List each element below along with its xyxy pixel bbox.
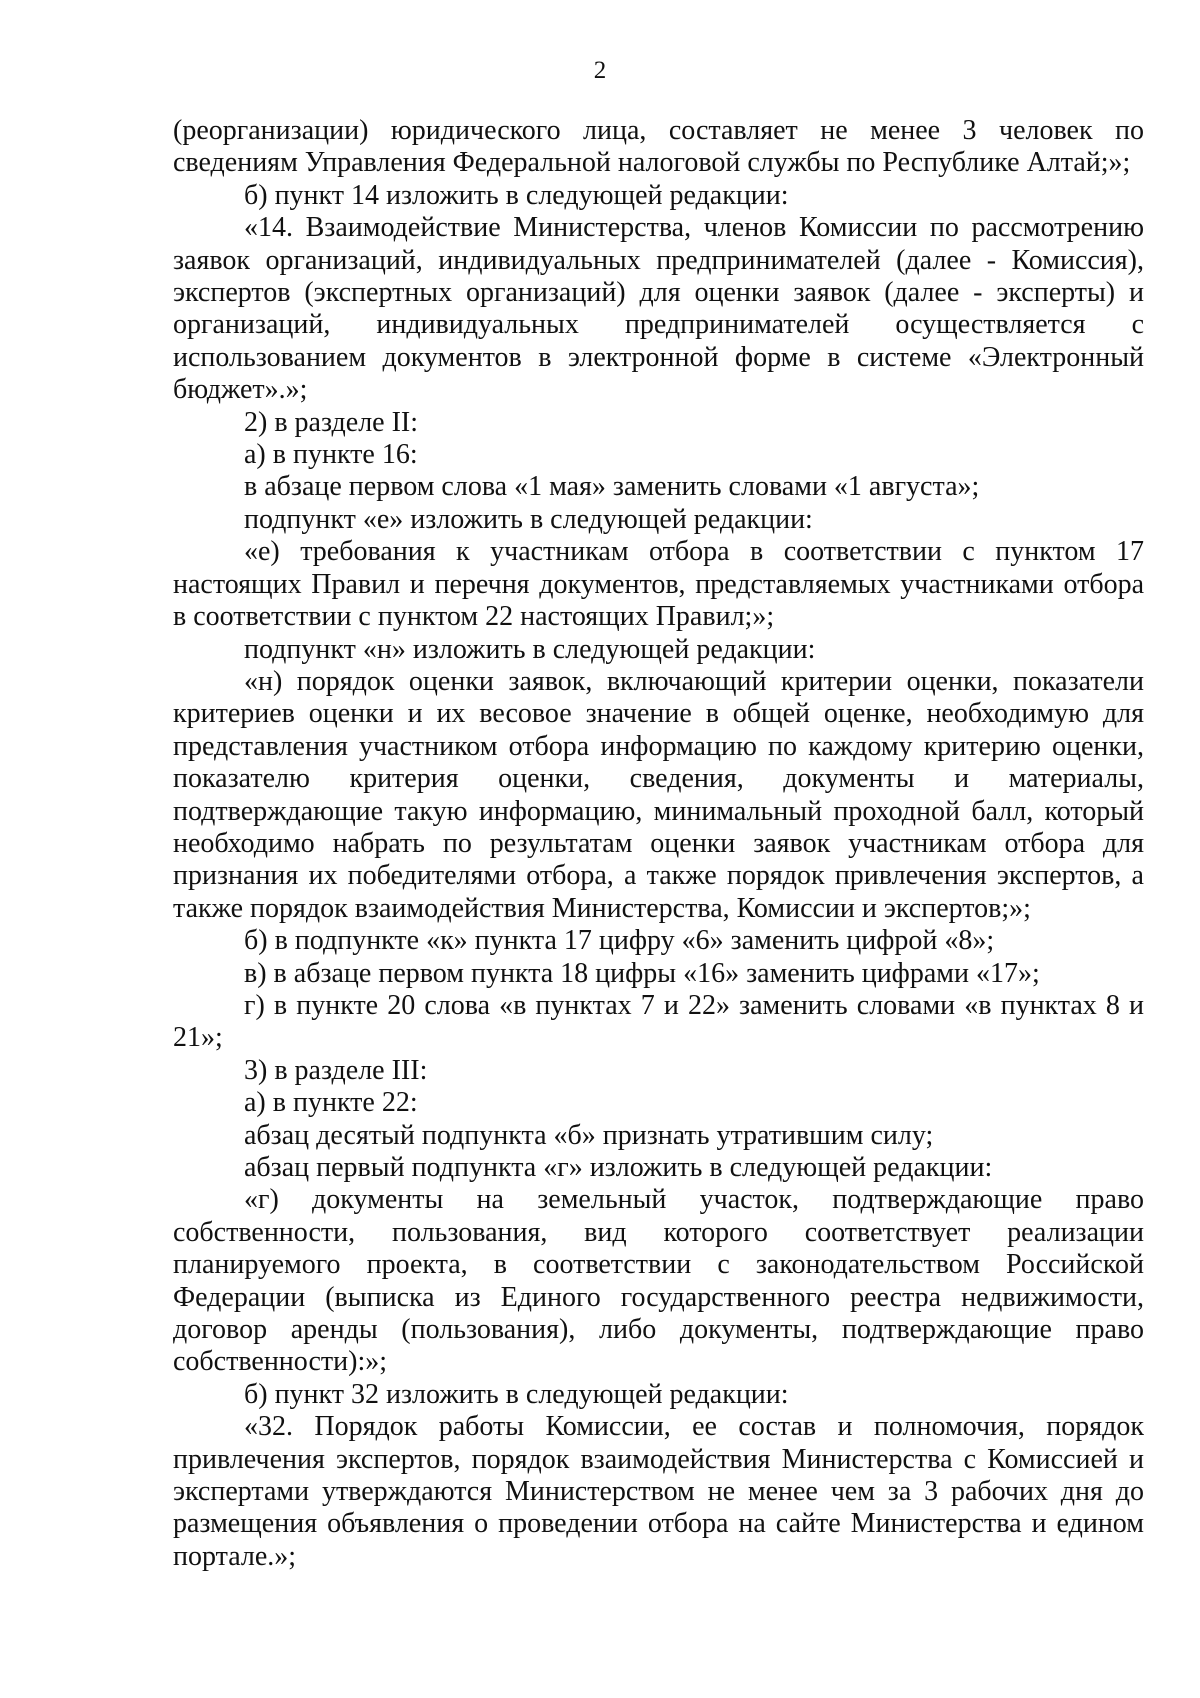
paragraph: «14. Взаимодействие Министерства, членов Комиссии по рассмотрению заявок организаций, индивидуальных предпринимателей (далее - Комиссия), экспертов (экспертных организаций) для оценки заявок (далее - эксперты) и организаций, индивидуальных предпринимателей осуществляется с использованием документов в электронной форме в системе «Электронный бюджет».»; (173, 212, 1144, 406)
paragraph: б) пункт 14 изложить в следующей редакции: (244, 179, 789, 211)
paragraph: б) пункт 32 изложить в следующей редакции: (244, 1378, 789, 1410)
paragraph: «г) документы на земельный участок, подтверждающие право собственности, пользования, вид которого соответствует реализации планируемого проекта, в соответствии с законодательством Российской Федерации (выписка из Единого государственного реестра недвижимости, договор аренды (пользования), либо документы, подтверждающие право собственности):»; (173, 1184, 1144, 1378)
paragraph: подпункт «н» изложить в следующей редакции: (244, 633, 816, 665)
paragraph: подпункт «е» изложить в следующей редакции: (244, 503, 813, 535)
section-heading: 3) в разделе III: (244, 1054, 428, 1086)
paragraph: б) в подпункте «к» пункта 17 цифру «6» заменить цифрой «8»; (244, 925, 995, 957)
paragraph: а) в пункте 22: (244, 1087, 418, 1119)
paragraph: абзац первый подпункта «г» изложить в следующей редакции: (244, 1152, 993, 1183)
paragraph: «32. Порядок работы Комиссии, ее состав и полномочия, порядок привлечения экспертов, порядок взаимодействия Министерства с Комиссией и экспертами утверждаются Министерством не менее чем за 3 рабочих дня до размещения объявления о проведении отбора на сайте Министерства и едином портале.»; (173, 1411, 1144, 1572)
paragraph: в абзаце первом слова «1 мая» заменить словами «1 августа»; (244, 471, 980, 503)
document-body (173, 115, 1144, 1573)
paragraph: г) в пункте 20 слова «в пунктах 7 и 22» заменить словами «в пунктах 8 и 21»; (173, 989, 1144, 1054)
section-heading: 2) в разделе II: (244, 406, 419, 438)
page-number: 2 (593, 57, 607, 84)
paragraph: а) в пункте 16: (244, 439, 418, 471)
paragraph: «н) порядок оценки заявок, включающий критерии оценки, показатели критериев оценки и их весовое значение в общей оценке, необходимую для представления участником отбора информацию по каждому критерию оценки, показателю критерия оценки, сведения, документы и материалы, подтверждающие такую информацию, минимальный проходной балл, который необходимо набрать по результатам оценки заявок участникам отбора для признания их победителями отбора, а также порядок привлечения экспертов, а также порядок взаимодействия Министерства, Комиссии и экспертов;»; (173, 665, 1144, 924)
paragraph: абзац десятый подпункта «б» признать утратившим силу; (244, 1119, 934, 1151)
paragraph: «е) требования к участникам отбора в соответствии с пунктом 17 настоящих Правил и перечня документов, представляемых участниками отбора в соответствии с пунктом 22 настоящих Правил;»; (173, 536, 1144, 633)
paragraph-continuation: (реорганизации) юридического лица, составляет не менее 3 человек по сведениям Управления Федеральной налоговой службы по Республике Алтай;»; (173, 115, 1144, 179)
paragraph: в) в абзаце первом пункта 18 цифры «16» заменить цифрами «17»; (244, 957, 1040, 989)
